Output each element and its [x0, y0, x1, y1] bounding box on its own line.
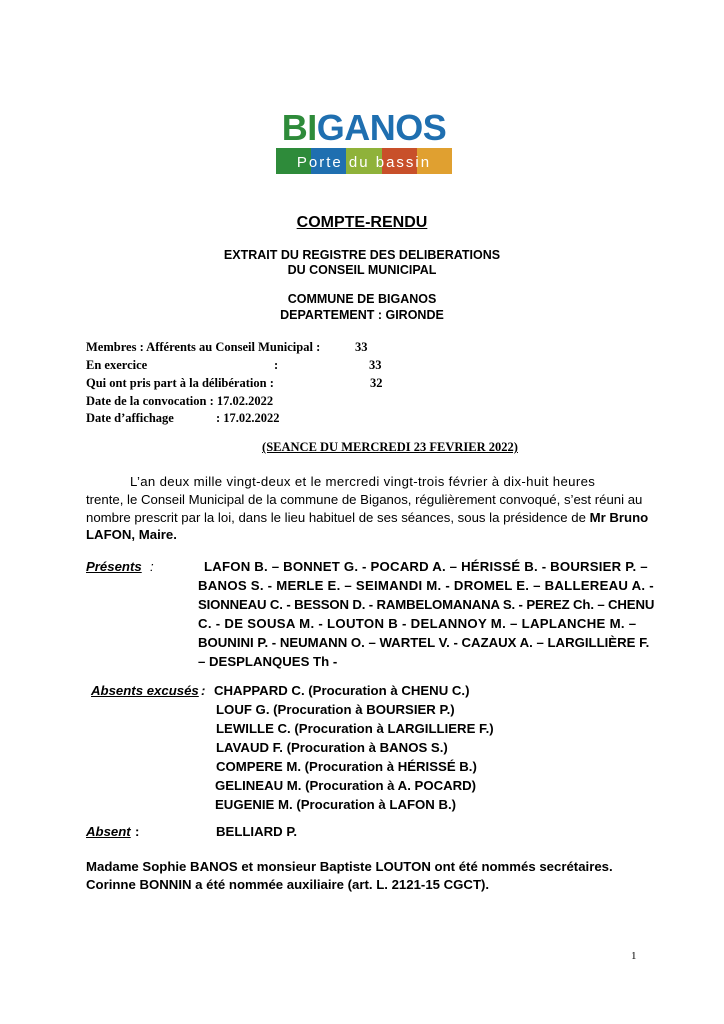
stat-participants-label: Qui ont pris part à la délibération :	[86, 376, 274, 390]
logo-letter-o: O	[395, 107, 423, 148]
intro-line-1: L’an deux mille vingt-deux et le mercredi vingt-trois février à dix-huit heures	[130, 474, 596, 489]
absent-excuse-item: EUGENIE M. (Procuration à LAFON B.)	[215, 797, 457, 812]
stat-exercice-label: En exercice	[86, 358, 148, 372]
presents-line: – DESPLANQUES Th -	[198, 654, 338, 669]
presents-line: C. - DE SOUSA M. - LOUTON B - DELANNOY M. – LAPLANCHE M. –	[198, 616, 637, 631]
absent-excuse-item: GELINEAU M. (Procuration à A. POCARD)	[215, 778, 477, 793]
absent-value: BELLIARD P.	[216, 824, 298, 839]
stat-affichage-label: Date d’affichage	[86, 411, 174, 425]
biganos-logo	[276, 108, 452, 178]
stat-affichage-value: : 17.02.2022	[216, 411, 280, 425]
absent-label: Absent	[86, 824, 131, 839]
seance-heading: (SEANCE DU MERCREDI 23 FEVRIER 2022)	[262, 440, 518, 454]
logo-letter-a: A	[344, 107, 370, 148]
presents-line: BOUNINI P. - NEUMANN O. – WARTEL V. - CAZAUX A. – LARGILLIÈRE F.	[198, 635, 650, 650]
secretaires-text: Madame Sophie BANOS et monsieur Baptiste LOUTON ont été nommés secrétaires.	[86, 859, 613, 874]
departement-heading: DEPARTEMENT : GIRONDE	[280, 308, 444, 322]
intro-line-2: trente, le Conseil Municipal de la commune de Biganos, régulièrement convoqué, s’est réuni au	[86, 492, 643, 507]
presents-line: SIONNEAU C. - BESSON D. - RAMBELOMANANA S. - PEREZ Ch. – CHENU	[198, 597, 655, 612]
subtitle-conseil: DU CONSEIL MUNICIPAL	[287, 263, 437, 277]
logo-tagline: Porte du bassin	[296, 154, 432, 171]
intro-line-4: LAFON, Maire.	[86, 527, 177, 542]
stat-afferents-value: 33	[355, 340, 368, 354]
logo-letter-n: N	[369, 107, 396, 148]
absent-excuse-item: LEWILLE C. (Procuration à LARGILLIERE F.)	[216, 721, 494, 736]
auxiliaire-text: Corinne BONNIN a été nommée auxiliaire (art. L. 2121-15 CGCT).	[86, 877, 490, 892]
presents-colon: :	[150, 559, 154, 574]
stat-exercice-sep: :	[274, 358, 279, 372]
absent-excuse-item: COMPERE M. (Procuration à HÉRISSÉ B.)	[216, 759, 477, 774]
intro-president-name: Mr Bruno	[589, 510, 649, 525]
page-number: 1	[631, 950, 637, 962]
stat-afferents-label: Membres : Afférents au Conseil Municipal :	[86, 340, 321, 354]
absents-excuses-colon: :	[201, 683, 206, 698]
logo-letter-s: S	[422, 107, 447, 148]
logo-letter-i: I	[307, 107, 317, 148]
absent-excuse-item: CHAPPARD C. (Procuration à CHENU C.)	[214, 683, 470, 698]
page-title: COMPTE-RENDU	[296, 214, 428, 231]
stat-exercice-value: 33	[369, 358, 382, 372]
logo-wordmark	[276, 108, 452, 148]
presents-line: LAFON B. – BONNET G. - POCARD A. – HÉRISSÉ B. - BOURSIER P. –	[204, 559, 648, 574]
absents-excuses-label: Absents excusés	[91, 683, 199, 698]
intro-line-3-text: nombre prescrit par la loi, dans le lieu habituel de ses séances, sous la présidence de	[86, 510, 590, 525]
presents-line: BANOS S. - MERLE E. – SEIMANDI M. - DROMEL E. – BALLEREAU A. -	[198, 578, 654, 593]
absents-excuses-list	[214, 681, 494, 814]
subtitle-registre: EXTRAIT DU REGISTRE DES DELIBERATIONS	[223, 248, 501, 262]
absent-excuse-item: LAVAUD F. (Procuration à BANOS S.)	[216, 740, 448, 755]
presents-label: Présents	[86, 559, 142, 574]
commune-heading: COMMUNE DE BIGANOS	[287, 292, 437, 306]
stat-participants-value: 32	[370, 376, 383, 390]
stat-convocation: Date de la convocation : 17.02.2022	[86, 394, 274, 408]
absent-colon: :	[135, 824, 140, 839]
presents-list	[198, 557, 668, 671]
absent-excuse-item: LOUF G. (Procuration à BOURSIER P.)	[216, 702, 455, 717]
logo-letter-b: B	[281, 107, 308, 148]
logo-letter-g: G	[316, 107, 345, 148]
